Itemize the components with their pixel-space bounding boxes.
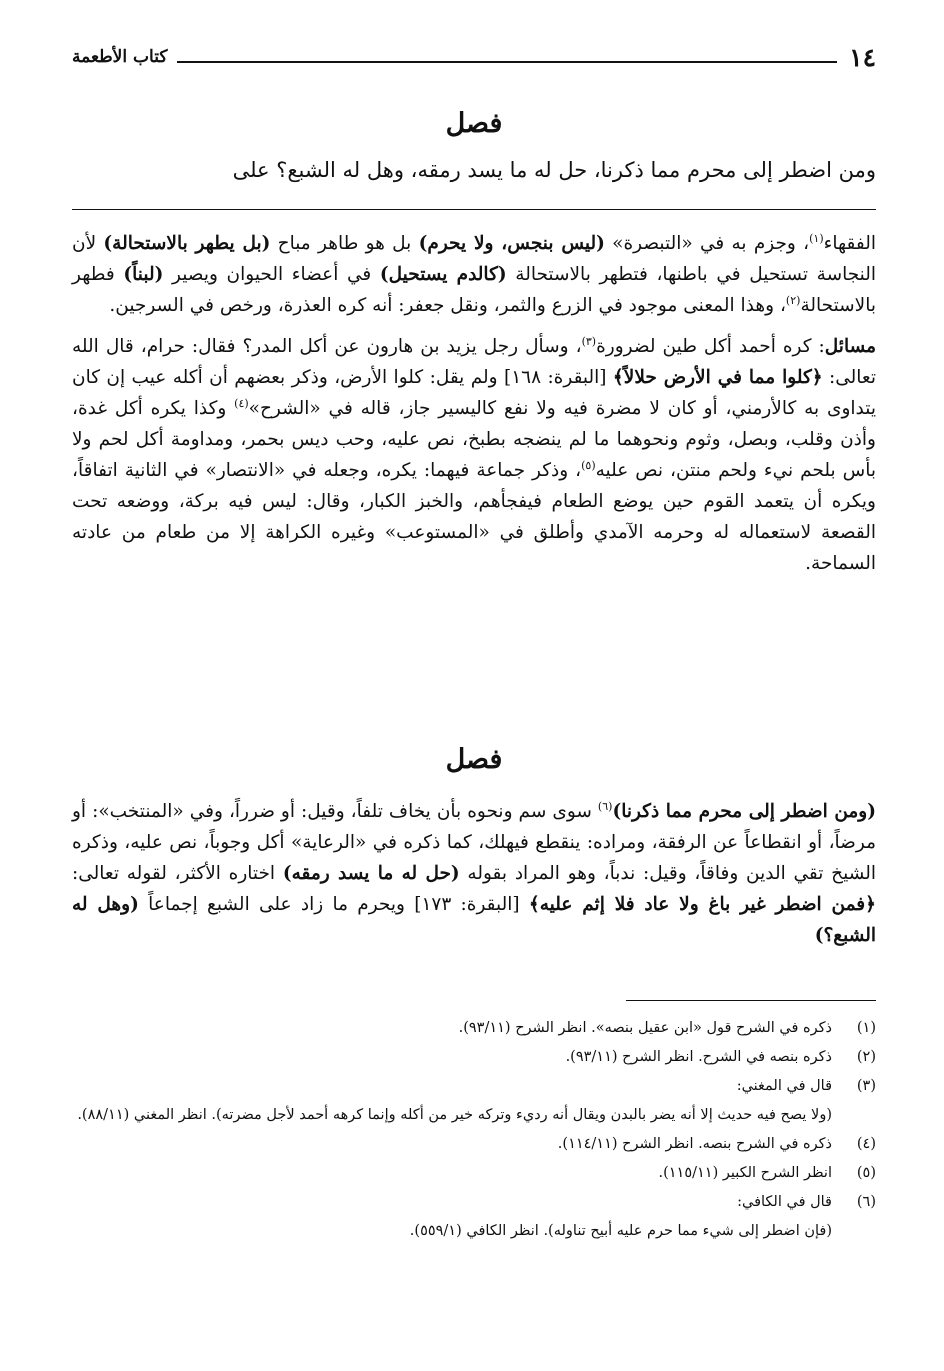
matn-quote: (حل له ما يسد رمقه) bbox=[282, 863, 460, 884]
text-run: : كره أحمد أكل طين لضرورة bbox=[596, 336, 825, 357]
text-run: اختاره الأكثر، لقوله تعالى: bbox=[72, 863, 283, 884]
footnote-text: قال في المغني: bbox=[736, 1078, 832, 1094]
footnote-text: ذكره في الشرح قول «ابن عقيل بنصه». انظر الشرح (٩٣/١١). bbox=[458, 1020, 832, 1036]
footnote-number: (١) bbox=[856, 1020, 876, 1036]
footnote-text: ذكره بنصه في الشرح. انظر الشرح (٩٣/١١). bbox=[565, 1049, 832, 1065]
footnote-ref: (٢) bbox=[785, 293, 801, 307]
matn-quote: (بل يطهر بالاستحالة) bbox=[103, 233, 271, 254]
text-run: لأن النجاسة تستحيل في باطنها، فتطهر بالاستحالة bbox=[72, 233, 877, 285]
text-run: وكذا يكره أكل غدة، وأذن وقلب، وبصل، وثوم ونحوهما ما لم ينضجه بطبخ، نص عليه، وحب ديس بحمر، ومداومة أكل لحم ولا بأس بلحم نيء ولحم منتن، نص عليه bbox=[72, 398, 876, 481]
footnote-separator bbox=[626, 1000, 876, 1001]
footnote-number: (٦) bbox=[856, 1194, 876, 1210]
text-run: ، وهذا المعنى موجود في الزرع والثمر، ونقل جعفر: أنه كره العذرة، ورخص في السرجين. bbox=[109, 295, 786, 316]
footnote-ref: (٣) bbox=[581, 334, 597, 348]
book-page bbox=[72, 0, 876, 1371]
text-run: فطهر بالاستحالة bbox=[72, 264, 876, 316]
footnote-ref: (٤) bbox=[234, 396, 249, 410]
text-run: [البقرة: ١٧٣] ويحرم ما زاد على الشبع إجماعاً bbox=[138, 894, 529, 915]
text-run: الفقهاء bbox=[823, 233, 876, 254]
text-run: ، وذكر جماعة فيهما: يكره، وجعله في «الانتصار» في الثانية اتفاقاً، ويكره أن يتعمد القوم حين يوضع الطعام فيفجأهم، والخبز الكبار، وقال: ليس فيه بركة، ووضعه تحت القصعة لاستعماله له وحرمه الآمدي وأطلق في «المستوعب» وغيره الكراهة إلا من طعام من عادته السماحة. bbox=[72, 460, 876, 574]
matn-quote: (كالدم يستحيل) bbox=[379, 264, 507, 285]
section-heading-2: فصل bbox=[445, 744, 503, 775]
book-title: كتاب الأطعمة bbox=[72, 47, 168, 67]
text-run: في أعضاء الحيوان ويصير bbox=[163, 264, 380, 285]
quran-verse: ﴿كلوا مما في الأرض حلالاً﴾ bbox=[612, 367, 823, 388]
footnote-item bbox=[72, 1188, 876, 1217]
sharh-paragraph bbox=[72, 331, 876, 579]
page-number: ١٤ bbox=[849, 42, 876, 72]
footnote-item bbox=[72, 1043, 876, 1072]
footnote-text: انظر الشرح الكبير (١١٥/١١). bbox=[658, 1165, 832, 1181]
footnote-quote: (ولا يصح فيه حديث إلا أنه يضر بالبدن ويقال أنه رديء وتركه خير من أكله وإنما كرهه أحمد لأجل مضرته). انظر المغني (٨٨/١١). bbox=[77, 1107, 832, 1123]
footnote-number: (٤) bbox=[856, 1136, 876, 1152]
text-run: ، وسأل رجل يزيد بن هارون عن أكل المدر؟ فقال: حرام، قال الله تعالى: bbox=[72, 336, 876, 388]
text-run: ، وجزم به في «التبصرة» bbox=[604, 233, 810, 254]
text-run: سوى سم ونحوه بأن يخاف تلفاً، وقيل: أو ضرراً، وفي «المنتخب»: أو مرضاً، أو انقطاعاً عن الرفقة، ومراده: ينقطع فيهلك، كما ذكره في «الرعاية» أكل وجوباً، نص عليه، وذكره الشيخ تقي الدين وفاقاً، وقيل: ندباً، وهو المراد بقوله bbox=[72, 801, 876, 884]
footnote-number: (٥) bbox=[856, 1165, 876, 1181]
matn-text: ومن اضطر إلى محرم مما ذكرنا، حل له ما يسد رمقه، وهل له الشبع؟ على bbox=[232, 158, 876, 182]
footnote-ref: (١) bbox=[809, 231, 824, 245]
matn-quote: (ومن اضطر إلى محرم مما ذكرنا) bbox=[612, 801, 876, 822]
footnotes bbox=[72, 1014, 876, 1246]
sharh-block-2 bbox=[72, 796, 876, 951]
footnote-number: (٣) bbox=[856, 1078, 876, 1094]
text-run: بل هو طاهر مباح bbox=[270, 233, 419, 254]
sharh-paragraph bbox=[72, 228, 876, 321]
running-header bbox=[72, 40, 876, 74]
sharh-paragraph bbox=[72, 796, 876, 951]
matn-quote: (وهل له الشبع؟) bbox=[72, 894, 876, 946]
footnote-number: (٢) bbox=[856, 1049, 876, 1065]
footnote-quote: (فإن اضطر إلى شيء مما حرم عليه أبيح تناوله). انظر الكافي (٥٥٩/١). bbox=[409, 1223, 832, 1239]
text-run: [البقرة: ١٦٨] ولم يقل: كلوا الأرض، وذكر بعضهم أن أكله عيب إن كان يتداوى به كالأرمني، أو كان لا مضرة فيه ولا نفع كاليسير جاز، قاله في «الشرح» bbox=[72, 367, 876, 419]
footnote-ref: (٦) bbox=[597, 799, 613, 813]
section-heading-1: فصل bbox=[445, 108, 503, 139]
masail-label: مسائل bbox=[824, 336, 877, 357]
footnote-text: قال في الكافي: bbox=[737, 1194, 832, 1210]
footnote-ref: (٥) bbox=[581, 458, 596, 472]
footnote-item bbox=[72, 1072, 876, 1101]
footnote-item bbox=[72, 1130, 876, 1159]
sharh-block-1 bbox=[72, 228, 876, 579]
footnote-item bbox=[72, 1014, 876, 1043]
matn-separator bbox=[72, 209, 876, 210]
matn-quote: (ليس بنجس، ولا يحرم) bbox=[418, 233, 605, 254]
footnote-item bbox=[72, 1159, 876, 1188]
quran-verse: ﴿فمن اضطر غير باغ ولا عاد فلا إثم عليه﴾ bbox=[528, 894, 876, 915]
footnote-text: ذكره في الشرح بنصه. انظر الشرح (١١٤/١١). bbox=[557, 1136, 832, 1152]
header-rule bbox=[177, 61, 837, 63]
matn-quote: (لبناً) bbox=[123, 264, 164, 285]
